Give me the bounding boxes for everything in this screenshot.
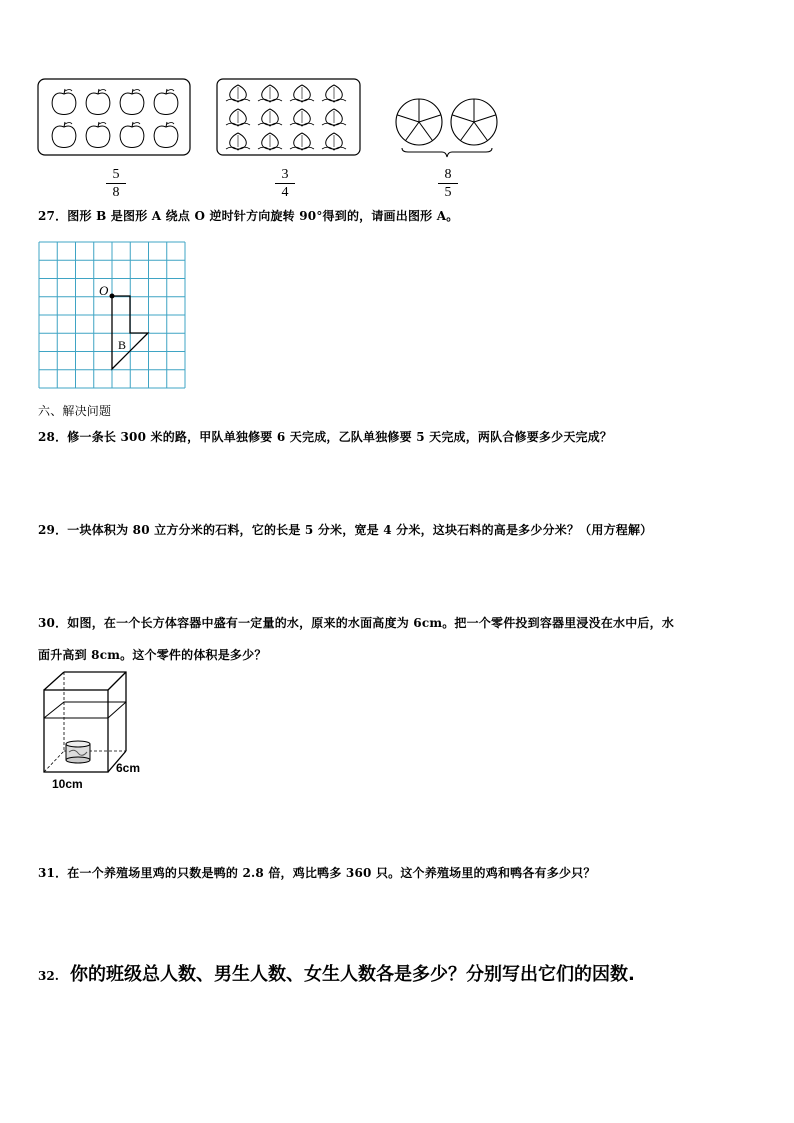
- fraction-apples-denominator: 8: [112, 185, 120, 200]
- apple-icon: [52, 122, 76, 148]
- pie-circle-right: [451, 99, 497, 145]
- apple-icon: [86, 89, 110, 115]
- apple-icon: [154, 89, 178, 115]
- rotation-grid: [38, 241, 188, 391]
- label-6cm: 6cm: [116, 761, 141, 775]
- fraction-peaches-numerator: 3: [281, 167, 289, 182]
- apple-icon: [52, 89, 76, 115]
- part-cylinder: [66, 741, 90, 763]
- question-29-text: 29．一块体积为 80 立方分米的石料，它的长是 5 分米，宽是 4 分米，这块石料的高是多少分米？（用方程解）: [38, 523, 653, 537]
- fraction-peaches: [275, 167, 295, 200]
- question-32-text: 你的班级总人数、男生人数、女生人数各是多少？分别写出它们的因数.: [69, 964, 635, 985]
- apple-icon: [86, 122, 110, 148]
- peach-icon: [290, 85, 314, 102]
- question-32: [38, 960, 635, 986]
- shape-b-label: B: [118, 338, 127, 352]
- peach-icon: [322, 85, 346, 102]
- fraction-circles-numerator: 8: [444, 167, 452, 182]
- peach-icon: [258, 133, 282, 150]
- peach-icon: [322, 109, 346, 126]
- fraction-circles: [438, 167, 458, 200]
- container-figure: [36, 668, 156, 792]
- question-31-text: 31．在一个养殖场里鸡的只数是鸭的 2.8 倍，鸡比鸭多 360 只。这个养殖场里的鸡和鸭各有多少只？: [38, 866, 596, 880]
- circles-figure: [394, 96, 500, 160]
- peach-icon: [226, 133, 250, 150]
- pie-circle-left: [396, 99, 442, 145]
- apple-icon: [120, 122, 144, 148]
- apple-icon: [120, 89, 144, 115]
- brace: [402, 148, 492, 157]
- peach-icon: [322, 133, 346, 150]
- fraction-apples: [106, 167, 126, 200]
- apples-figure: [37, 78, 191, 158]
- fraction-circles-denominator: 5: [444, 185, 452, 200]
- question-32-number: 32.: [38, 969, 59, 983]
- question-30-line-2: 面升高到 8cm。这个零件的体积是多少？: [38, 648, 267, 662]
- peaches-figure: [216, 78, 362, 158]
- section-title: 六、解决问题: [38, 404, 112, 418]
- peach-icon: [226, 109, 250, 126]
- question-30-line-1: 30．如图，在一个长方体容器中盛有一定量的水，原来的水面高度为 6cm。把一个零件投到容器里浸没在水中后，水: [38, 616, 675, 630]
- point-o: [110, 294, 115, 299]
- peach-icon: [258, 85, 282, 102]
- peach-icon: [226, 85, 250, 102]
- peach-icon: [290, 133, 314, 150]
- point-o-label: O: [99, 283, 109, 298]
- apple-icon: [154, 122, 178, 148]
- label-10cm: 10cm: [52, 777, 83, 791]
- peach-icon: [258, 109, 282, 126]
- fraction-apples-numerator: 5: [112, 167, 120, 182]
- question-28-text: 28．修一条长 300 米的路，甲队单独修要 6 天完成，乙队单独修要 5 天完成，两队合修要多少天完成？: [38, 430, 613, 444]
- peach-icon: [290, 109, 314, 126]
- question-27-text: 27．图形 B 是图形 A 绕点 O 逆时针方向旋转 90°得到的，请画出图形 A。: [38, 209, 459, 223]
- fraction-peaches-denominator: 4: [281, 185, 289, 200]
